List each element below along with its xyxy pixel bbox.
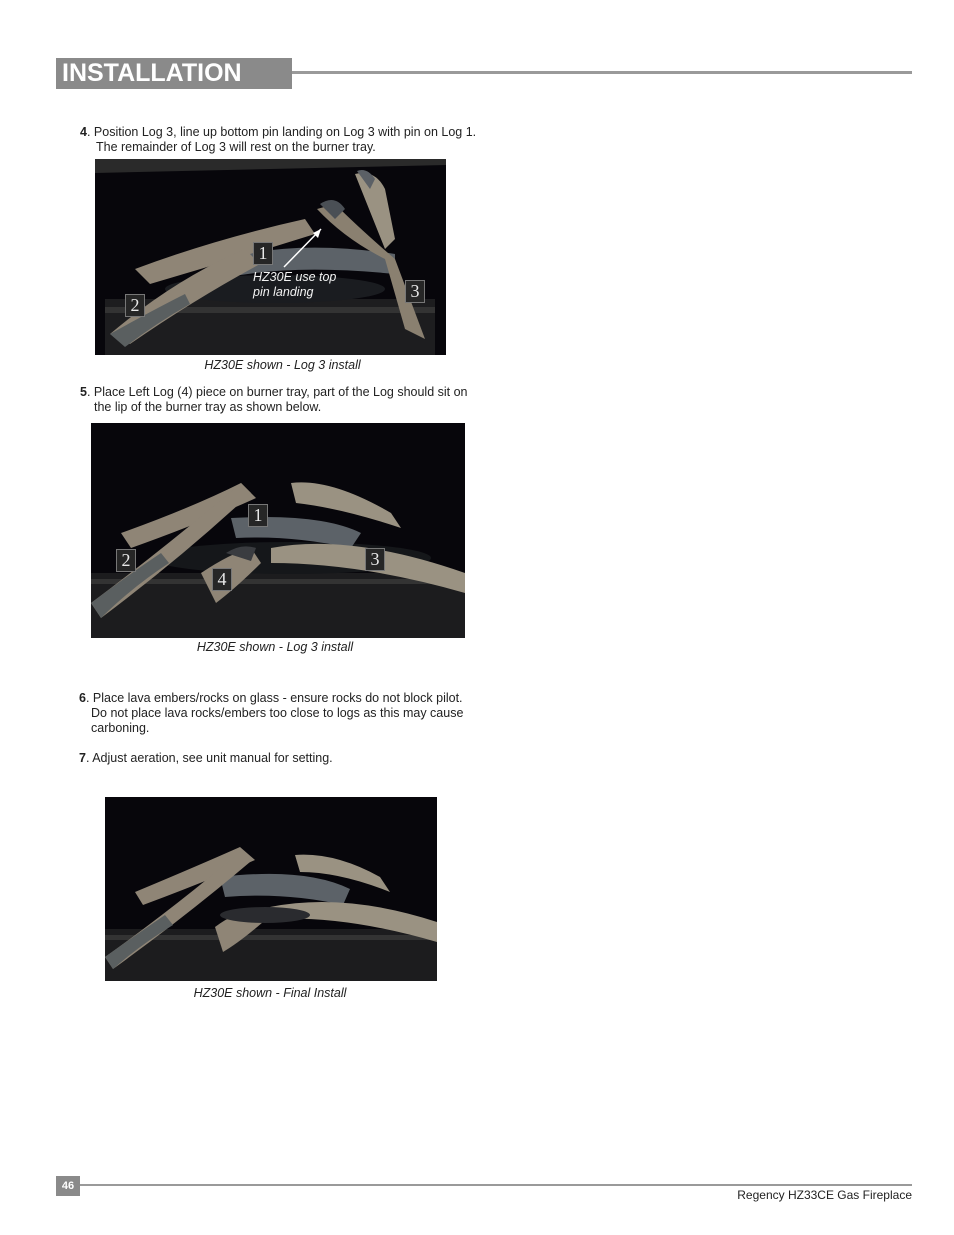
log-label-4: 4 — [212, 568, 232, 591]
photo-annotation — [253, 270, 336, 300]
step-5 — [80, 385, 468, 415]
figure-caption: HZ30E shown - Final Install — [193, 986, 347, 1000]
log-label-1: 1 — [248, 504, 268, 527]
footer-rule — [80, 1184, 912, 1186]
header-rule — [292, 71, 912, 74]
figure-caption: HZ30E shown - Log 3 install — [204, 358, 361, 372]
photo-log3-install — [95, 159, 446, 355]
step-text: . Adjust aeration, see unit manual for setting. — [85, 751, 333, 765]
step-7 — [79, 751, 333, 766]
annotation-line: pin landing — [253, 285, 314, 299]
step-number: 5 — [80, 385, 87, 399]
footer-product-name: Regency HZ33CE Gas Fireplace — [737, 1188, 912, 1202]
log-label-3: 3 — [365, 548, 385, 571]
step-6 — [79, 691, 469, 736]
log-label-1: 1 — [253, 242, 273, 265]
step-text: Do not place lava rocks/embers too close to logs as this may cause — [91, 706, 464, 720]
page-number: 46 — [56, 1176, 80, 1196]
step-4 — [80, 125, 476, 155]
photo-left-log-install — [91, 423, 465, 638]
photo-final-install — [105, 797, 437, 981]
annotation-line: HZ30E use top — [253, 270, 337, 284]
log-label-2: 2 — [116, 549, 136, 572]
step-text: . Position Log 3, line up bottom pin landing on Log 3 with pin on Log 1. — [86, 125, 477, 139]
step-number: 4 — [80, 125, 87, 139]
step-text: . Place Left Log (4) piece on burner tray, part of the Log should sit on — [86, 385, 468, 399]
step-number: 7 — [79, 751, 86, 765]
step-text: carboning. — [91, 721, 150, 735]
step-text: the lip of the burner tray as shown below. — [94, 400, 322, 414]
step-text: . Place lava embers/rocks on glass - ensure rocks do not block pilot. — [85, 691, 463, 705]
figure-caption: HZ30E shown - Log 3 install — [196, 640, 354, 654]
log-label-2: 2 — [125, 294, 145, 317]
section-title: INSTALLATION — [56, 58, 292, 89]
log-label-3: 3 — [405, 280, 425, 303]
step-text: The remainder of Log 3 will rest on the burner tray. — [96, 140, 376, 154]
step-number: 6 — [79, 691, 86, 705]
